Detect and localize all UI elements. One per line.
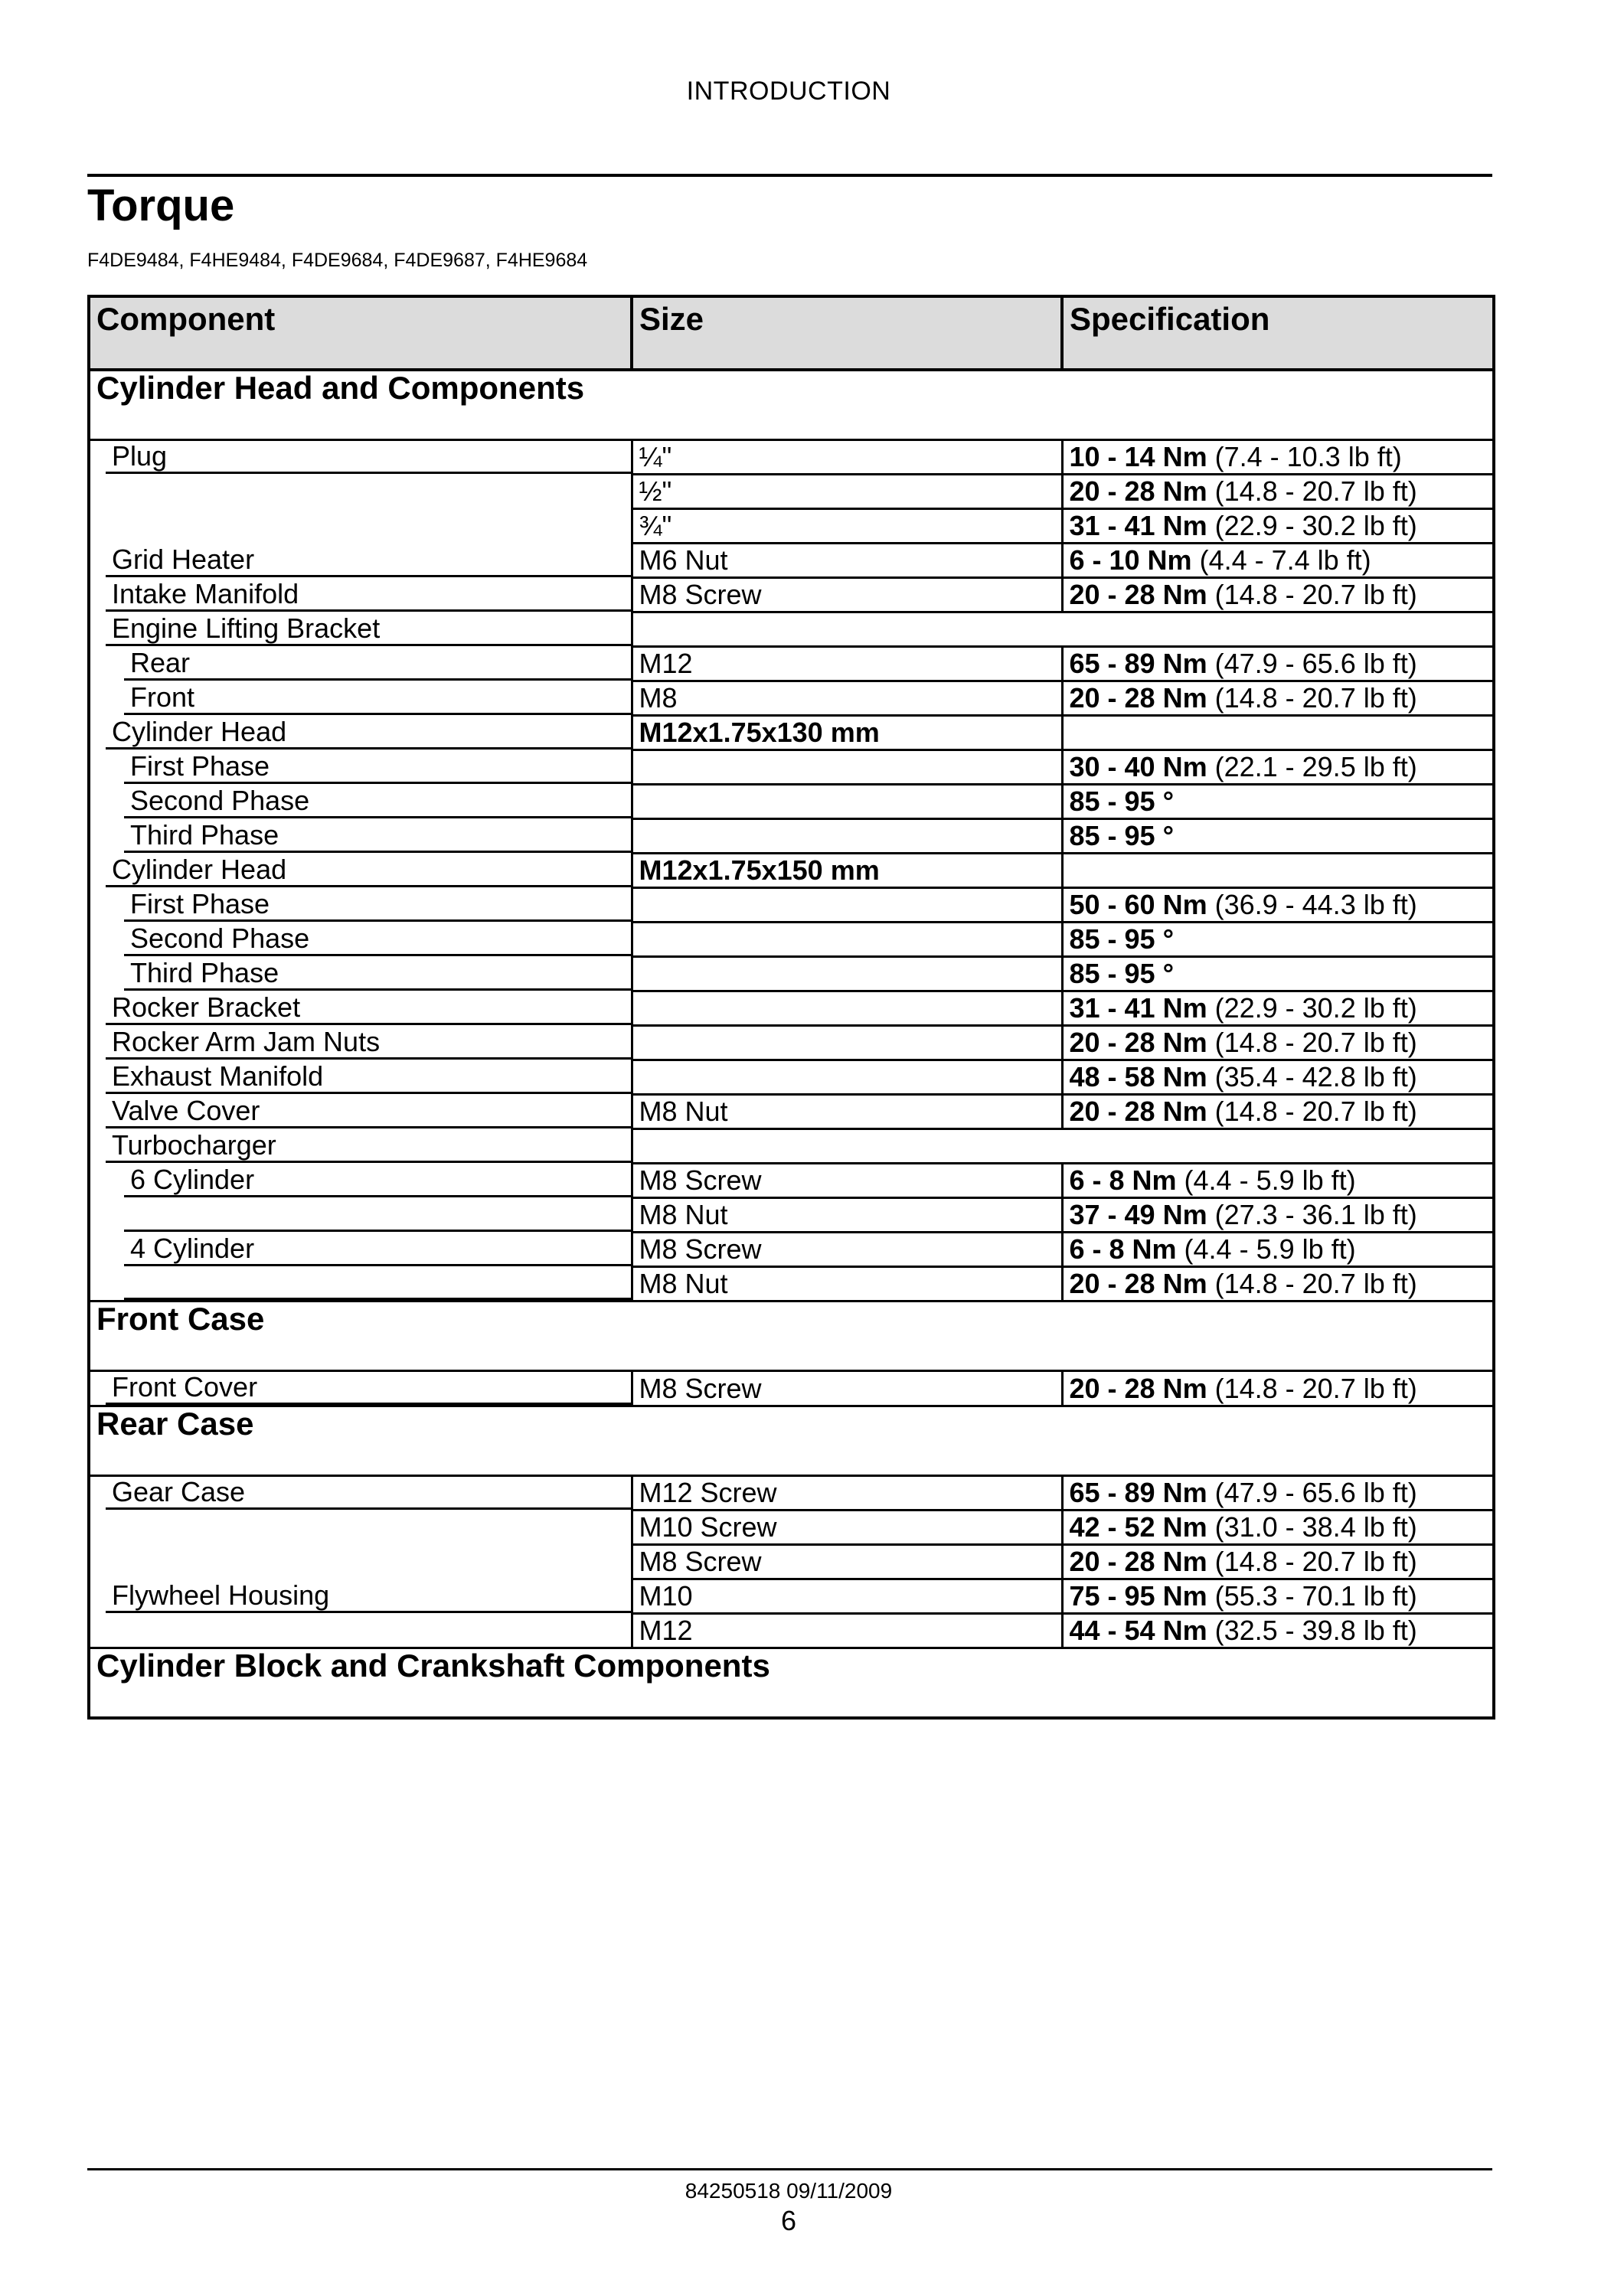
specification-cell — [1062, 785, 1494, 819]
component-label: Turbocharger — [106, 1130, 631, 1163]
size-cell — [632, 750, 1062, 785]
spec-imperial: (35.4 - 42.8 lb ft) — [1207, 1061, 1417, 1092]
specification-cell — [1062, 578, 1494, 612]
component-label: Exhaust Manifold — [106, 1061, 631, 1094]
table-row — [89, 1060, 1494, 1095]
component-cell — [89, 647, 632, 681]
table-body — [89, 370, 1494, 1718]
page-number: 6 — [780, 2205, 797, 2236]
component-label: Rocker Bracket — [106, 992, 631, 1025]
table-row — [89, 854, 1494, 888]
component-cell — [89, 1129, 632, 1164]
component-label: Grid Heater — [106, 544, 631, 577]
spec-value: 20 - 28 Nm — [1069, 1027, 1207, 1058]
size-cell: M8 — [632, 681, 1062, 716]
component-cell — [89, 578, 632, 612]
spec-imperial: (55.3 - 70.1 lb ft) — [1207, 1580, 1417, 1612]
component-cell — [89, 1371, 632, 1406]
component-label: Valve Cover — [106, 1096, 631, 1128]
specification-cell — [1062, 1267, 1494, 1302]
empty-span-cell — [632, 1129, 1494, 1164]
component-cell — [89, 509, 632, 544]
spec-imperial: (27.3 - 36.1 lb ft) — [1207, 1199, 1417, 1230]
doc-code: 84250518 09/11/2009 — [685, 2179, 893, 2203]
spec-imperial: (14.8 - 20.7 lb ft) — [1207, 475, 1417, 507]
spec-value: 85 - 95 ° — [1069, 923, 1174, 955]
spec-value: 6 - 8 Nm — [1069, 1164, 1177, 1196]
specification-cell — [1062, 750, 1494, 785]
size-cell — [632, 991, 1062, 1026]
component-label: Cylinder Head — [106, 854, 631, 887]
specification-cell — [1062, 819, 1494, 854]
component-label — [106, 1511, 631, 1544]
component-cell — [89, 475, 632, 509]
header-size: Size — [632, 296, 1062, 370]
section-title: Rear Case — [89, 1406, 1494, 1476]
size-cell: M8 Screw — [632, 1371, 1062, 1406]
specification-cell — [1062, 1060, 1494, 1095]
table-row — [89, 475, 1494, 509]
table-row — [89, 923, 1494, 957]
component-cell — [89, 1511, 632, 1545]
bottom-rule — [87, 2168, 1492, 2170]
spec-value: 65 - 89 Nm — [1069, 1477, 1207, 1508]
specification-cell — [1062, 888, 1494, 923]
spec-imperial: (32.5 - 39.8 lb ft) — [1207, 1615, 1417, 1646]
spec-imperial: (22.1 - 29.5 lb ft) — [1207, 751, 1417, 782]
section-row — [89, 1406, 1494, 1476]
component-label — [124, 1267, 631, 1300]
component-label: Plug — [106, 441, 631, 474]
size-cell: M8 Screw — [632, 1545, 1062, 1579]
spec-imperial: (47.9 - 65.6 lb ft) — [1207, 1477, 1417, 1508]
table-row — [89, 612, 1494, 647]
table-row — [89, 991, 1494, 1026]
specification-cell — [1062, 1511, 1494, 1545]
component-label: Second Phase — [124, 785, 631, 818]
component-label — [124, 1199, 631, 1232]
component-label: Second Phase — [124, 923, 631, 956]
specification-cell — [1062, 1579, 1494, 1614]
table-row — [89, 716, 1494, 750]
component-label — [106, 475, 631, 508]
component-cell — [89, 991, 632, 1026]
component-label: Rocker Arm Jam Nuts — [106, 1027, 631, 1060]
component-cell — [89, 785, 632, 819]
component-cell — [89, 1545, 632, 1579]
section-row — [89, 1302, 1494, 1371]
table-row — [89, 785, 1494, 819]
spec-imperial: (4.4 - 7.4 lb ft) — [1191, 544, 1371, 576]
size-cell: M8 Screw — [632, 1164, 1062, 1198]
specification-cell — [1062, 475, 1494, 509]
specification-cell — [1062, 1095, 1494, 1129]
spec-value: 20 - 28 Nm — [1069, 1546, 1207, 1577]
running-head: INTRODUCTION — [686, 77, 891, 106]
component-cell — [89, 1267, 632, 1302]
size-cell: M8 Nut — [632, 1267, 1062, 1302]
spec-imperial: (14.8 - 20.7 lb ft) — [1207, 1546, 1417, 1577]
size-cell: ½" — [632, 475, 1062, 509]
table-row — [89, 750, 1494, 785]
size-cell — [632, 957, 1062, 991]
section-row — [89, 1648, 1494, 1719]
spec-value: 20 - 28 Nm — [1069, 1372, 1207, 1404]
component-cell — [89, 923, 632, 957]
spec-imperial: (4.4 - 5.9 lb ft) — [1176, 1164, 1356, 1196]
spec-imperial: (22.9 - 30.2 lb ft) — [1207, 992, 1417, 1024]
component-cell — [89, 440, 632, 475]
table-row — [89, 578, 1494, 612]
spec-value: 6 - 8 Nm — [1069, 1233, 1177, 1265]
component-cell — [89, 819, 632, 854]
table-header-row — [89, 296, 1494, 370]
specification-cell — [1062, 544, 1494, 578]
spec-imperial: (31.0 - 38.4 lb ft) — [1207, 1511, 1417, 1543]
spec-value: 31 - 41 Nm — [1069, 992, 1207, 1024]
component-label — [106, 510, 631, 543]
spec-value: 20 - 28 Nm — [1069, 1096, 1207, 1127]
specification-cell — [1062, 923, 1494, 957]
component-cell — [89, 888, 632, 923]
spec-imperial: (7.4 - 10.3 lb ft) — [1207, 441, 1402, 472]
size-cell: M12x1.75x150 mm — [632, 854, 1062, 888]
component-cell — [89, 1164, 632, 1198]
size-cell: M10 — [632, 1579, 1062, 1614]
table-row — [89, 1267, 1494, 1302]
table-row — [89, 1371, 1494, 1406]
table-row — [89, 888, 1494, 923]
spec-value: 85 - 95 ° — [1069, 820, 1174, 851]
size-cell — [632, 1026, 1062, 1060]
spec-imperial: (14.8 - 20.7 lb ft) — [1207, 1268, 1417, 1299]
spec-value: 20 - 28 Nm — [1069, 1268, 1207, 1299]
specification-cell — [1062, 1164, 1494, 1198]
component-cell — [89, 1026, 632, 1060]
table-row — [89, 1511, 1494, 1545]
component-label: First Phase — [124, 751, 631, 784]
component-cell — [89, 750, 632, 785]
specification-cell — [1062, 1198, 1494, 1233]
section-title: Front Case — [89, 1302, 1494, 1371]
spec-value: 20 - 28 Nm — [1069, 682, 1207, 714]
component-cell — [89, 1198, 632, 1233]
spec-value: 10 - 14 Nm — [1069, 441, 1207, 472]
page-title: Torque — [87, 181, 235, 230]
size-cell: M12 Screw — [632, 1476, 1062, 1511]
component-label: Rear — [124, 648, 631, 681]
component-cell — [89, 544, 632, 578]
specification-cell — [1062, 1545, 1494, 1579]
size-cell: ¼" — [632, 440, 1062, 475]
size-cell: M6 Nut — [632, 544, 1062, 578]
component-cell — [89, 612, 632, 647]
specification-cell — [1062, 1026, 1494, 1060]
spec-value: 42 - 52 Nm — [1069, 1511, 1207, 1543]
component-label: Gear Case — [106, 1477, 631, 1510]
component-label: Intake Manifold — [106, 579, 631, 612]
size-cell: M12x1.75x130 mm — [632, 716, 1062, 750]
component-label: Engine Lifting Bracket — [106, 613, 631, 646]
specification-cell — [1062, 440, 1494, 475]
top-rule — [87, 174, 1492, 177]
size-cell — [632, 923, 1062, 957]
specification-cell — [1062, 957, 1494, 991]
size-cell: M8 Screw — [632, 578, 1062, 612]
header-specification: Specification — [1062, 296, 1494, 370]
table-row — [89, 544, 1494, 578]
spec-imperial: (14.8 - 20.7 lb ft) — [1207, 579, 1417, 610]
table-row — [89, 440, 1494, 475]
spec-value: 65 - 89 Nm — [1069, 648, 1207, 679]
table-row — [89, 1026, 1494, 1060]
size-cell: M8 Nut — [632, 1095, 1062, 1129]
spec-value: 20 - 28 Nm — [1069, 475, 1207, 507]
component-label: 4 Cylinder — [124, 1233, 631, 1266]
table-row — [89, 1164, 1494, 1198]
size-cell: ¾" — [632, 509, 1062, 544]
table-row — [89, 647, 1494, 681]
size-cell: M12 — [632, 647, 1062, 681]
component-label — [106, 1614, 631, 1647]
spec-value: 31 - 41 Nm — [1069, 510, 1207, 541]
component-cell — [89, 1476, 632, 1511]
table-row — [89, 957, 1494, 991]
component-cell — [89, 854, 632, 888]
model-list: F4DE9484, F4HE9484, F4DE9684, F4DE9687, F4HE9684 — [87, 250, 588, 271]
spec-imperial: (4.4 - 5.9 lb ft) — [1176, 1233, 1356, 1265]
component-cell — [89, 681, 632, 716]
specification-cell — [1062, 991, 1494, 1026]
specification-cell — [1062, 1476, 1494, 1511]
size-cell: M8 Nut — [632, 1198, 1062, 1233]
table-row — [89, 1476, 1494, 1511]
size-cell: M10 Screw — [632, 1511, 1062, 1545]
specification-cell — [1062, 681, 1494, 716]
size-cell — [632, 1060, 1062, 1095]
section-row — [89, 370, 1494, 440]
component-label: Cylinder Head — [106, 717, 631, 750]
component-label: First Phase — [124, 889, 631, 922]
table-row — [89, 1545, 1494, 1579]
table-row — [89, 1233, 1494, 1267]
table-row — [89, 819, 1494, 854]
table-row — [89, 1129, 1494, 1164]
spec-imperial: (14.8 - 20.7 lb ft) — [1207, 1096, 1417, 1127]
spec-value: 48 - 58 Nm — [1069, 1061, 1207, 1092]
specification-cell — [1062, 1614, 1494, 1648]
component-label: Flywheel Housing — [106, 1580, 631, 1613]
specification-cell — [1062, 647, 1494, 681]
specification-cell — [1062, 1233, 1494, 1267]
spec-imperial: (14.8 - 20.7 lb ft) — [1207, 1027, 1417, 1058]
component-cell — [89, 1579, 632, 1614]
spec-imperial: (22.9 - 30.2 lb ft) — [1207, 510, 1417, 541]
component-cell — [89, 957, 632, 991]
component-label: Front Cover — [106, 1372, 631, 1405]
spec-value: 6 - 10 Nm — [1069, 544, 1192, 576]
table-row — [89, 1614, 1494, 1648]
size-cell: M12 — [632, 1614, 1062, 1648]
component-label: Third Phase — [124, 820, 631, 853]
specification-cell — [1062, 716, 1494, 750]
table-row — [89, 681, 1494, 716]
torque-table — [87, 295, 1495, 1720]
table-row — [89, 1198, 1494, 1233]
section-title: Cylinder Head and Components — [89, 370, 1494, 440]
size-cell: M8 Screw — [632, 1233, 1062, 1267]
table-row — [89, 1579, 1494, 1614]
spec-value: 20 - 28 Nm — [1069, 579, 1207, 610]
spec-imperial: (14.8 - 20.7 lb ft) — [1207, 682, 1417, 714]
component-cell — [89, 1233, 632, 1267]
component-cell — [89, 1060, 632, 1095]
header-component: Component — [89, 296, 632, 370]
component-label: Third Phase — [124, 958, 631, 991]
component-cell — [89, 1614, 632, 1648]
spec-value: 85 - 95 ° — [1069, 785, 1174, 817]
section-title: Cylinder Block and Crankshaft Components — [89, 1648, 1494, 1719]
size-cell — [632, 785, 1062, 819]
spec-imperial: (36.9 - 44.3 lb ft) — [1207, 889, 1417, 920]
size-cell — [632, 888, 1062, 923]
spec-value: 30 - 40 Nm — [1069, 751, 1207, 782]
component-label — [106, 1546, 631, 1579]
spec-imperial: (47.9 - 65.6 lb ft) — [1207, 648, 1417, 679]
component-cell — [89, 716, 632, 750]
spec-value: 37 - 49 Nm — [1069, 1199, 1207, 1230]
empty-span-cell — [632, 612, 1494, 647]
component-label: 6 Cylinder — [124, 1164, 631, 1197]
spec-imperial: (14.8 - 20.7 lb ft) — [1207, 1372, 1417, 1404]
specification-cell — [1062, 1371, 1494, 1406]
component-label: Front — [124, 682, 631, 715]
spec-value: 85 - 95 ° — [1069, 958, 1174, 989]
spec-value: 44 - 54 Nm — [1069, 1615, 1207, 1646]
table-row — [89, 509, 1494, 544]
specification-cell — [1062, 854, 1494, 888]
size-cell — [632, 819, 1062, 854]
spec-value: 75 - 95 Nm — [1069, 1580, 1207, 1612]
table-row — [89, 1095, 1494, 1129]
specification-cell — [1062, 509, 1494, 544]
component-cell — [89, 1095, 632, 1129]
spec-value: 50 - 60 Nm — [1069, 889, 1207, 920]
